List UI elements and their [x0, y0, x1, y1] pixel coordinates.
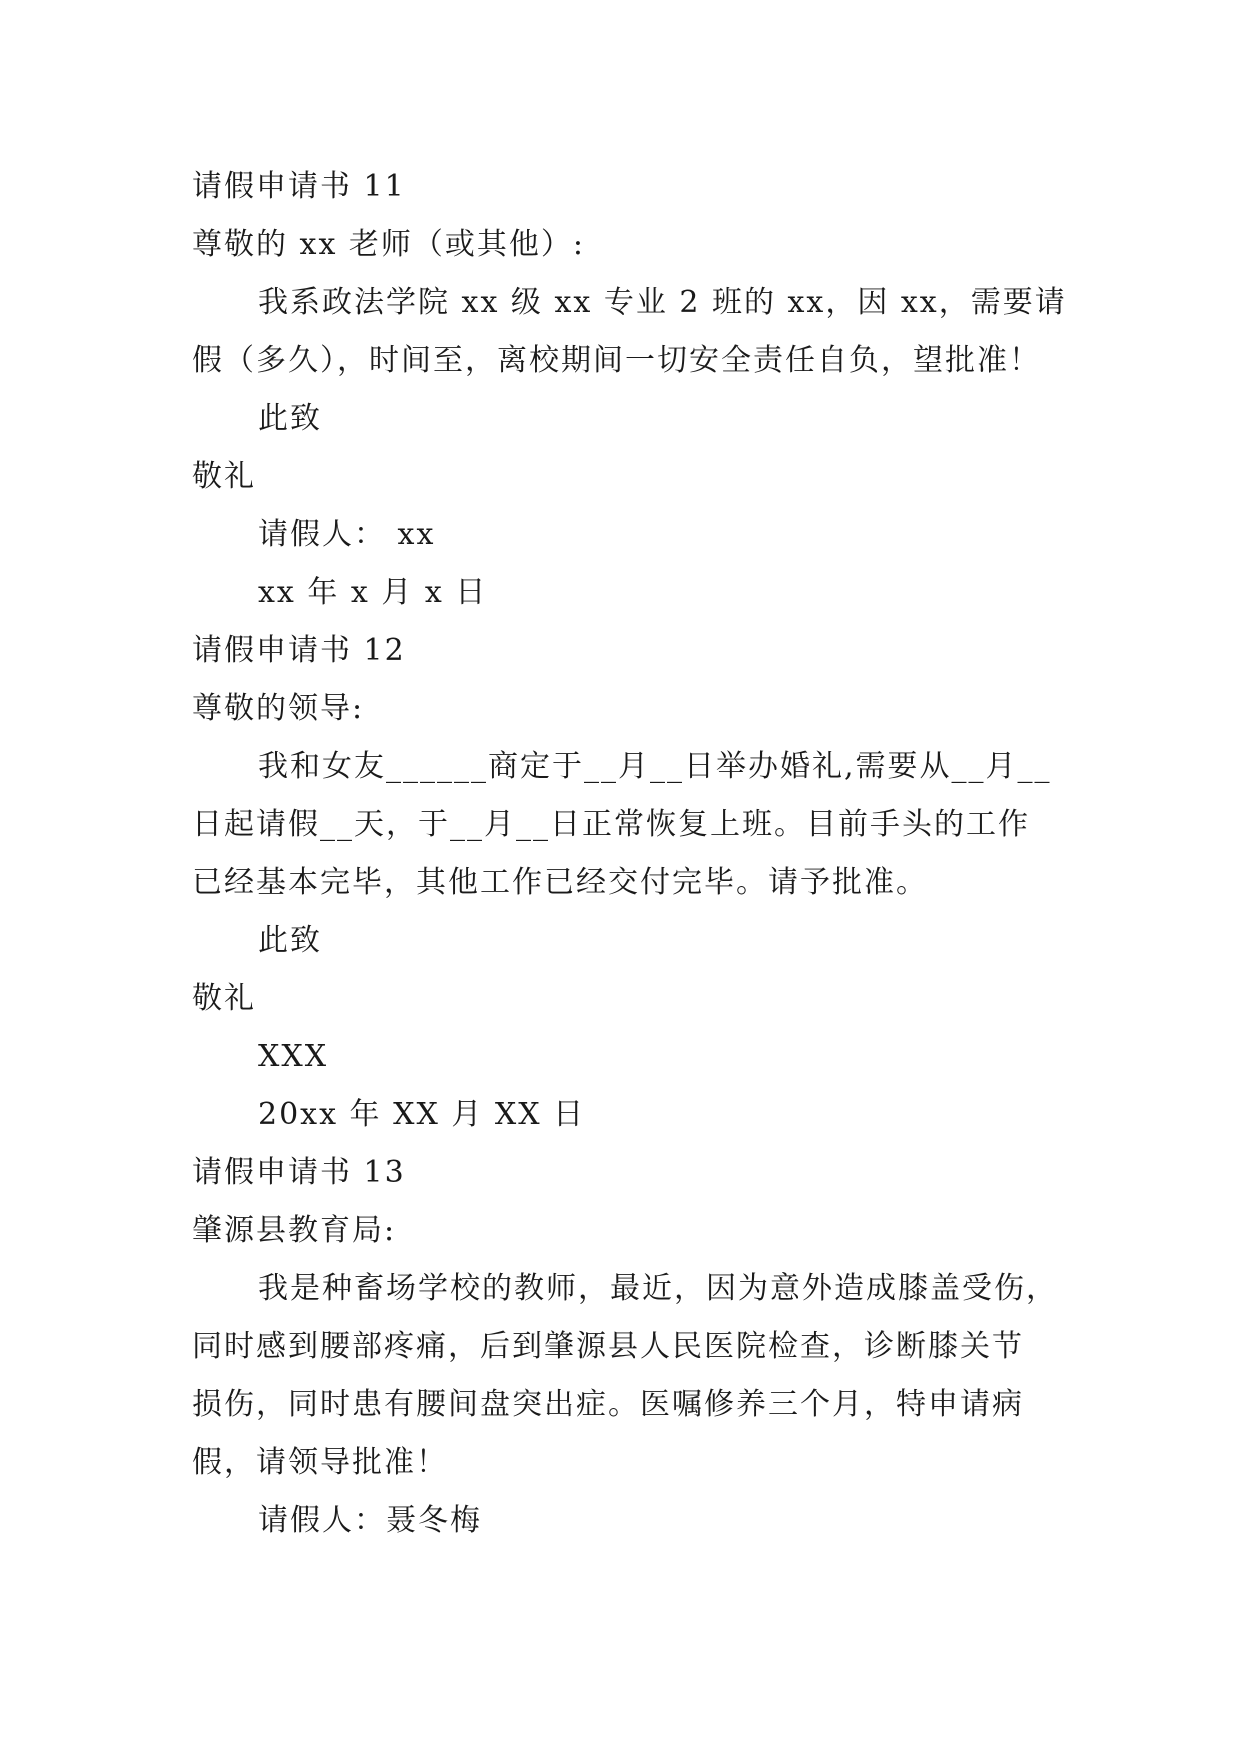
- closing-cizhi: 此致: [258, 923, 322, 958]
- signer: 请假人：聂冬梅: [258, 1503, 482, 1538]
- signer: 请假人： xx: [258, 517, 436, 552]
- salutation: 肇源县教育局:: [192, 1213, 397, 1248]
- body-line: 我是种畜场学校的教师，最近，因为意外造成膝盖受伤，: [258, 1271, 1058, 1306]
- closing-jingli: 敬礼: [192, 981, 256, 1016]
- body-line: 损伤，同时患有腰间盘突出症。医嘱修养三个月，特申请病: [192, 1387, 1024, 1422]
- salutation: 尊敬的 xx 老师（或其他）:: [192, 227, 586, 262]
- closing-jingli: 敬礼: [192, 459, 256, 494]
- letter-body: [192, 1260, 1062, 1492]
- letter-body: [192, 738, 1062, 912]
- letter-title: 请假申请书 13: [192, 1155, 406, 1190]
- body-line: 已经基本完毕，其他工作已经交付完毕。请予批准。: [192, 865, 928, 900]
- body-line: 假（多久），时间至，离校期间一切安全责任自负，望批准！: [192, 343, 1041, 378]
- document-page: [192, 158, 1067, 1550]
- letter-title: 请假申请书 12: [192, 633, 406, 668]
- letter-title: 请假申请书 11: [192, 169, 406, 204]
- body-line: 日起请假__天，于__月__日正常恢复上班。目前手头的工作: [192, 807, 1030, 842]
- letter-body: [192, 274, 1067, 390]
- body-line: 我系政法学院 xx 级 xx 专业 2 班的 xx，因 xx，需要请: [258, 285, 1067, 320]
- date: xx 年 x 月 x 日: [258, 575, 488, 610]
- body-line: 我和女友______商定于__月__日举办婚礼,需要从__月__: [258, 749, 1052, 784]
- signer: XXX: [258, 1039, 329, 1074]
- date: 20xx 年 XX 月 XX 日: [258, 1097, 586, 1132]
- body-line: 同时感到腰部疼痛，后到肇源县人民医院检查，诊断膝关节: [192, 1329, 1024, 1364]
- salutation: 尊敬的领导:: [192, 691, 365, 726]
- body-line: 假，请领导批准！: [192, 1445, 448, 1480]
- closing-cizhi: 此致: [258, 401, 322, 436]
